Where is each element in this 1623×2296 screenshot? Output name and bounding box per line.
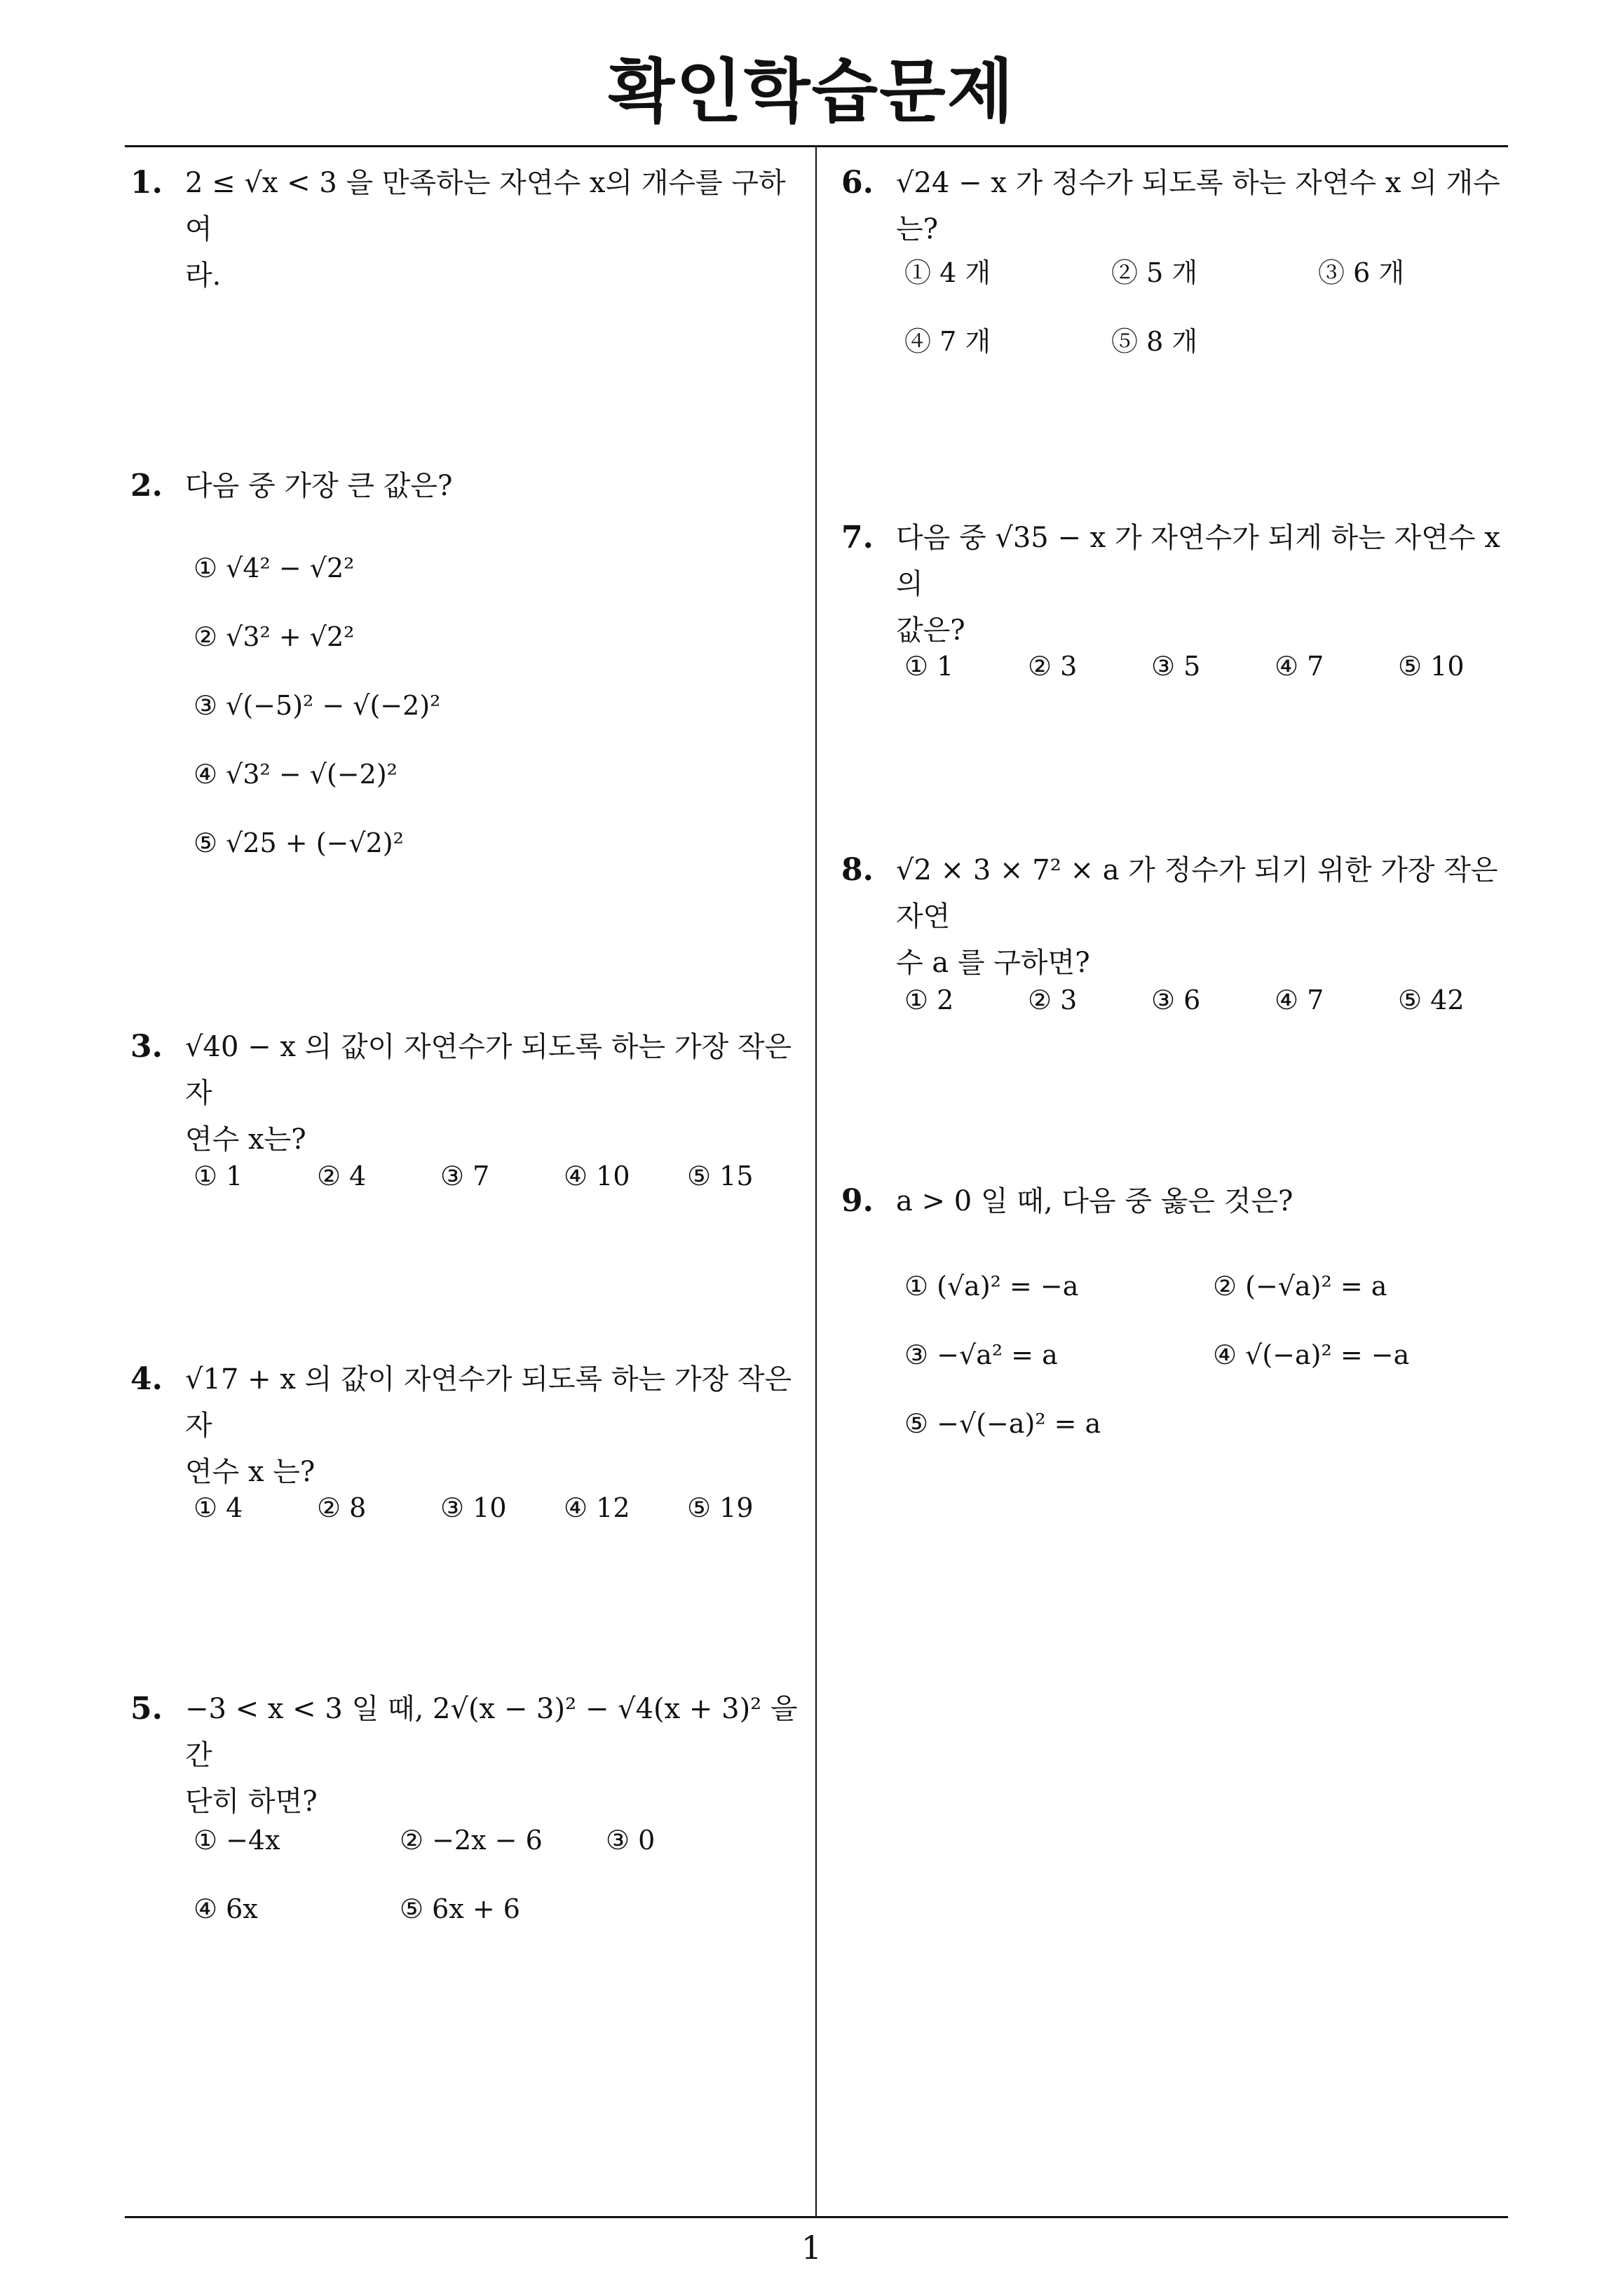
option[interactable]: ③ √(−5)² − √(−2)² [193,690,441,721]
question-text-cont: 연수 x는? [185,1123,306,1156]
option[interactable]: ② √3² + √2² [193,621,355,652]
option[interactable]: ② 3 [1028,651,1078,682]
question-number: 4. [130,1361,163,1397]
question-7 [841,515,1514,654]
question-text-cont: 단히 하면? [185,1785,318,1818]
question-text: √40 − x 의 값이 자연수가 되도록 하는 가장 작은 자 [185,1031,792,1109]
question-number: 3. [130,1029,163,1065]
question-number: 2. [130,468,163,504]
question-text-cont: 연수 x 는? [185,1456,315,1488]
option[interactable]: ② 8 [317,1492,367,1523]
question-number: 8. [841,852,874,888]
option[interactable]: ④ 7 [1275,985,1324,1015]
option[interactable]: ② 5 개 [1111,257,1198,288]
question-text-cont: 라. [185,259,222,292]
option[interactable]: ① 4 개 [904,257,991,288]
question-text: √24 − x 가 정수가 되도록 하는 자연수 x 의 개수는? [896,167,1500,245]
question-number: 1. [130,165,163,201]
option[interactable]: ④ √(−a)² = −a [1213,1339,1410,1370]
option[interactable]: ① 4 [193,1492,243,1523]
question-1 [130,160,810,299]
option[interactable]: ③ −√a² = a [904,1339,1058,1370]
option[interactable]: ⑤ 8 개 [1111,326,1198,357]
option[interactable]: ① −4x [193,1825,280,1856]
option[interactable]: ③ 10 [440,1492,507,1523]
option[interactable]: ① √4² − √2² [193,553,355,583]
option[interactable]: ② 4 [317,1161,367,1191]
footer-rule [125,2216,1508,2218]
question-2 [130,463,810,509]
question-text: √17 + x 의 값이 자연수가 되도록 하는 가장 작은 자 [185,1363,792,1442]
question-number: 5. [130,1691,163,1727]
question-number: 9. [841,1183,874,1219]
option[interactable]: ⑤ 10 [1398,651,1465,682]
option[interactable]: ⑤ 42 [1398,985,1465,1015]
option[interactable]: ④ 6x [193,1893,258,1924]
question-text: 다음 중 가장 큰 값은? [185,470,453,502]
question-5 [130,1686,810,1825]
option[interactable]: ③ 5 [1151,651,1201,682]
question-text-cont: 값은? [896,614,965,647]
option[interactable]: ③ 0 [606,1825,656,1856]
option[interactable]: ⑤ 15 [687,1161,754,1191]
question-8 [841,847,1514,986]
option[interactable]: ④ 7 개 [904,326,991,357]
question-text: −3 < x < 3 일 때, 2√(x − 3)² − √4(x + 3)² 을 간 [185,1693,798,1771]
column-divider [815,147,817,2216]
question-6 [841,160,1514,252]
question-text: a > 0 일 때, 다음 중 옳은 것은? [896,1185,1293,1217]
option[interactable]: ① (√a)² = −a [904,1271,1079,1302]
option[interactable]: ④ √3² − √(−2)² [193,759,398,790]
option[interactable]: ① 2 [904,985,954,1015]
option[interactable]: ④ 10 [564,1161,630,1191]
page-number: 1 [801,2229,822,2267]
option[interactable]: ② 3 [1028,985,1078,1015]
question-4 [130,1356,810,1495]
option[interactable]: ② −2x − 6 [400,1825,543,1856]
question-3 [130,1024,810,1163]
question-text: 다음 중 √35 − x 가 자연수가 되게 하는 자연수 x 의 [896,522,1500,600]
option[interactable]: ⑤ √25 + (−√2)² [193,828,404,858]
question-text: 2 ≤ √x < 3 을 만족하는 자연수 x의 개수를 구하여 [185,167,786,245]
option[interactable]: ③ 7 [440,1161,490,1191]
option[interactable]: ① 1 [193,1161,243,1191]
option[interactable]: ② (−√a)² = a [1213,1271,1387,1302]
page-title: 확인학습문제 [608,52,1015,132]
option[interactable]: ⑤ −√(−a)² = a [904,1408,1101,1439]
option[interactable]: ④ 12 [564,1492,630,1523]
option[interactable]: ⑤ 6x + 6 [400,1893,520,1924]
question-text: √2 × 3 × 7² × a 가 정수가 되기 위한 가장 작은 자연 [896,854,1498,933]
question-text-cont: 수 a 를 구하면? [896,947,1090,979]
option[interactable]: ⑤ 19 [687,1492,754,1523]
question-number: 6. [841,165,874,201]
question-9 [841,1178,1514,1224]
option[interactable]: ④ 7 [1275,651,1324,682]
question-number: 7. [841,520,874,555]
option[interactable]: ① 1 [904,651,954,682]
option[interactable]: ③ 6 개 [1318,257,1405,288]
option[interactable]: ③ 6 [1151,985,1201,1015]
